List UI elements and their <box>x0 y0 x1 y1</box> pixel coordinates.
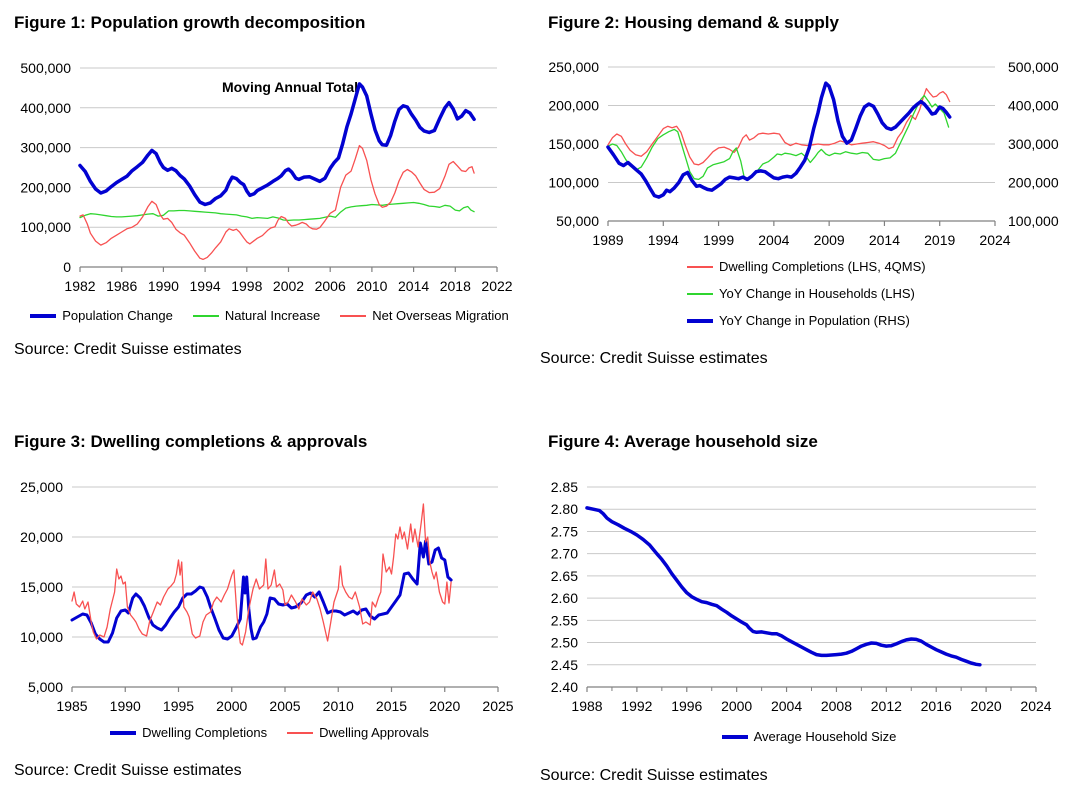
legend-label: Population Change <box>62 308 173 323</box>
x-tick-label: 2009 <box>813 232 845 248</box>
y-axis-label-left: 20,000 <box>20 529 63 545</box>
legend-label: Natural Increase <box>224 308 321 323</box>
figure-3-legend <box>0 725 539 740</box>
legend-item-average-household-size <box>722 729 897 744</box>
figure-3-title: Figure 3: Dwelling completions & approvals <box>14 432 368 451</box>
x-tick-label: 2000 <box>216 698 248 714</box>
figure-1-legend <box>0 308 539 323</box>
legend-item-dwelling-completions-lhs <box>687 259 926 274</box>
y-axis-label-left: 200,000 <box>548 97 599 114</box>
y-axis-label-left: 250,000 <box>548 59 599 75</box>
x-tick-label: 2018 <box>439 278 471 294</box>
figure-2-source: Source: Credit Suisse estimates <box>540 350 768 367</box>
figure-4-legend <box>539 729 1079 744</box>
x-tick-label: 2006 <box>314 278 346 294</box>
population-change-line-swatch-icon <box>30 314 56 318</box>
y-axis-label-left: 50,000 <box>556 213 599 229</box>
y-axis-label-left: 2.40 <box>550 679 578 695</box>
y-axis-label-left: 400,000 <box>20 99 71 116</box>
x-tick-label: 1994 <box>647 232 679 248</box>
legend-item-yoy-households <box>687 286 915 301</box>
x-tick-label: 1988 <box>571 698 603 714</box>
y-axis-label-left: 100,000 <box>20 219 71 236</box>
net-overseas-migration-line-swatch-icon <box>340 315 366 317</box>
y-axis-label-left: 2.75 <box>550 523 578 540</box>
x-tick-label: 1989 <box>592 232 624 248</box>
y-axis-label-left: 2.70 <box>550 545 578 562</box>
x-tick-label: 2022 <box>481 278 513 294</box>
x-tick-label: 1986 <box>106 278 138 294</box>
figure-2-title: Figure 2: Housing demand & supply <box>548 13 839 32</box>
y-axis-label-left: 500,000 <box>20 60 71 76</box>
y-axis-label-left: 2.55 <box>550 612 578 629</box>
legend-label: YoY Change in Households (LHS) <box>719 286 915 301</box>
y-axis-label-left: 2.85 <box>550 479 578 495</box>
average-household-size-line-swatch-icon <box>722 735 748 739</box>
figure-3-plot <box>20 479 514 714</box>
legend-item-population-change <box>30 308 173 323</box>
series-line-dwelling-completions-lhs-4qms <box>608 89 950 165</box>
x-tick-label: 2005 <box>269 698 301 714</box>
x-tick-label: 1992 <box>621 698 653 714</box>
x-tick-label: 2015 <box>375 698 408 714</box>
x-tick-label: 2010 <box>322 698 354 714</box>
x-tick-label: 2002 <box>272 278 305 294</box>
legend-item-dwelling-approvals <box>287 725 429 740</box>
x-tick-label: 1998 <box>231 278 263 294</box>
dwelling-completions-line-swatch-icon <box>687 266 713 268</box>
x-tick-label: 2010 <box>356 278 388 294</box>
x-tick-label: 2024 <box>979 232 1011 248</box>
y-axis-label-left: 10,000 <box>20 629 63 645</box>
series-line-population-change <box>80 84 474 205</box>
x-tick-label: 2014 <box>398 278 430 294</box>
figure-4-source: Source: Credit Suisse estimates <box>540 767 768 784</box>
y-axis-label-left: 25,000 <box>20 479 63 495</box>
figure-2-legend <box>687 259 926 328</box>
y-axis-label-right: 500,000 <box>1008 59 1059 75</box>
x-tick-label: 2024 <box>1020 698 1052 714</box>
legend-label: Net Overseas Migration <box>372 308 509 323</box>
x-tick-label: 1985 <box>56 698 88 714</box>
yoy-population-line-swatch-icon <box>687 319 713 323</box>
x-tick-label: 2012 <box>870 698 902 714</box>
dwelling-approvals-line-swatch-icon <box>287 732 313 734</box>
y-axis-label-left: 2.50 <box>550 634 578 651</box>
y-axis-label-left: 2.80 <box>550 501 578 518</box>
chart-annotation: Moving Annual Total <box>221 79 359 95</box>
y-axis-label-right: 400,000 <box>1008 97 1059 114</box>
x-tick-label: 1994 <box>189 278 221 294</box>
figure-3-source: Source: Credit Suisse estimates <box>14 762 242 779</box>
y-axis-label-right: 200,000 <box>1008 174 1059 191</box>
figure-1-title: Figure 1: Population growth decomposition <box>14 13 366 32</box>
x-tick-label: 2020 <box>970 698 1002 714</box>
figure-2-plot <box>548 59 1058 248</box>
legend-item-natural-increase <box>193 308 320 323</box>
series-line-yoy-change-in-population-rhs <box>608 83 950 197</box>
x-tick-label: 1982 <box>64 278 96 294</box>
y-axis-label-right: 100,000 <box>1008 213 1059 229</box>
y-axis-label-left: 15,000 <box>20 579 63 595</box>
dwelling-completions-line-swatch-icon <box>110 731 136 735</box>
y-axis-label-left: 0 <box>63 259 71 275</box>
y-axis-label-left: 150,000 <box>548 136 599 152</box>
legend-label: Dwelling Approvals <box>319 725 429 740</box>
y-axis-label-left: 2.65 <box>550 567 578 584</box>
x-tick-label: 2008 <box>820 698 853 714</box>
legend-label: Average Household Size <box>753 729 897 744</box>
x-tick-label: 2025 <box>482 698 514 714</box>
natural-increase-line-swatch-icon <box>193 315 219 317</box>
legend-label: YoY Change in Population (RHS) <box>719 313 910 328</box>
legend-item-dwelling-completions <box>110 725 267 740</box>
x-tick-label: 2000 <box>721 698 753 714</box>
y-axis-label-right: 300,000 <box>1008 136 1059 152</box>
y-axis-label-left: 5,000 <box>27 679 63 695</box>
x-tick-label: 1990 <box>109 698 141 714</box>
figure-4-title: Figure 4: Average household size <box>548 432 818 451</box>
yoy-households-line-swatch-icon <box>687 293 713 295</box>
figure-1-source: Source: Credit Suisse estimates <box>14 341 242 358</box>
x-tick-label: 2004 <box>758 232 790 248</box>
figure-1-plot <box>20 60 512 294</box>
x-tick-label: 1995 <box>162 698 195 714</box>
legend-item-yoy-population <box>687 313 910 328</box>
y-axis-label-left: 100,000 <box>548 174 599 191</box>
x-tick-label: 2004 <box>770 698 803 714</box>
y-axis-label-left: 300,000 <box>20 139 71 156</box>
series-line-natural-increase <box>80 203 474 221</box>
x-tick-label: 2016 <box>920 698 952 714</box>
y-axis-label-left: 2.60 <box>550 590 578 607</box>
legend-label: Dwelling Completions (LHS, 4QMS) <box>719 259 926 274</box>
y-axis-label-left: 200,000 <box>20 179 71 196</box>
x-tick-label: 1990 <box>147 278 179 294</box>
x-tick-label: 2019 <box>924 232 956 248</box>
x-tick-label: 2014 <box>868 232 901 248</box>
figure-4-plot <box>551 479 1052 714</box>
x-tick-label: 1996 <box>671 698 703 714</box>
x-tick-label: 1999 <box>702 232 735 248</box>
legend-label: Dwelling Completions <box>142 725 268 740</box>
y-axis-label-left: 2.45 <box>550 656 578 673</box>
legend-item-net-overseas-migration <box>340 308 509 323</box>
x-tick-label: 2020 <box>429 698 461 714</box>
